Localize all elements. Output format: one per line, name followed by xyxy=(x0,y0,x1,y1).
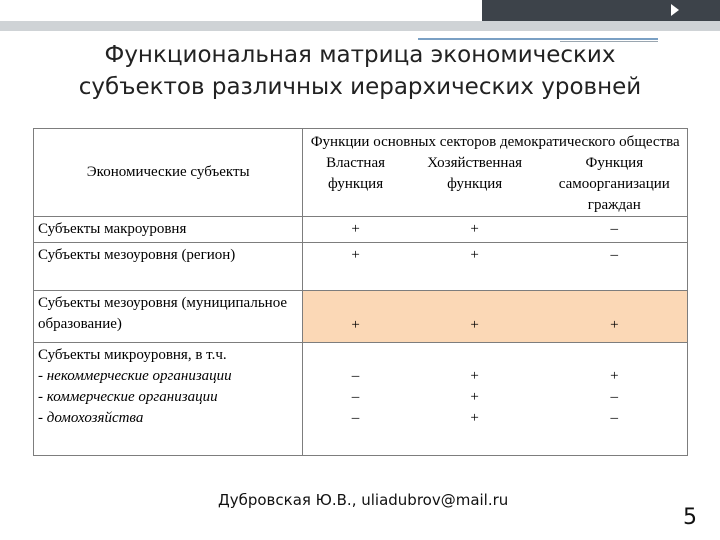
cell-macro-economic: + xyxy=(408,217,542,243)
header-col-economic: Хозяйственная функция xyxy=(408,153,542,217)
cell-macro-power: + xyxy=(303,217,408,243)
row-label-meso-region: Субъекты мезоуровня (регион) xyxy=(34,243,303,291)
page-number: 5 xyxy=(683,505,697,530)
row-label-meso-municipal: Субъекты мезоуровня (муниципальное образование) xyxy=(34,291,303,343)
cell-micro-selforg xyxy=(542,343,688,456)
micro-economic-2: + xyxy=(470,389,479,405)
micro-economic-1: + xyxy=(470,368,479,384)
title-line-1: Функциональная матрица экономических xyxy=(104,42,616,68)
header-col-power: Властная функция xyxy=(303,153,408,217)
micro-power-2: – xyxy=(351,389,360,405)
cell-micro-power xyxy=(303,343,408,456)
header-subjects: Экономические субъекты xyxy=(34,129,303,217)
cell-region-power: + xyxy=(303,243,408,291)
cell-micro-economic xyxy=(408,343,542,456)
slide-title xyxy=(20,39,700,103)
cell-region-selforg: – xyxy=(542,243,688,291)
top-decor-stripe xyxy=(0,21,720,31)
micro-subitem-nonprofit: - некоммерческие организации xyxy=(38,368,232,384)
micro-heading: Субъекты микроуровня, в т.ч. xyxy=(38,347,227,363)
row-label-macro: Субъекты макроуровня xyxy=(34,217,303,243)
micro-selforg-3: – xyxy=(610,410,619,426)
micro-power-1: – xyxy=(351,368,360,384)
micro-subitem-commercial: - коммерческие организации xyxy=(38,389,218,405)
header-col-selforg: Функция самоорганизации граждан xyxy=(542,153,688,217)
micro-economic-3: + xyxy=(470,410,479,426)
slide-marker-icon xyxy=(664,2,684,18)
header-functions-group: Функции основных секторов демократического общества xyxy=(303,129,688,154)
footer-author: Дубровская Ю.В., uliadubrov@mail.ru xyxy=(218,491,509,509)
row-label-micro xyxy=(34,343,303,456)
cell-municipal-selforg: + xyxy=(542,291,688,343)
micro-subitem-households: - домохозяйства xyxy=(38,410,144,426)
top-decor-bar xyxy=(482,0,720,21)
cell-region-economic: + xyxy=(408,243,542,291)
cell-municipal-power: + xyxy=(303,291,408,343)
title-line-2: субъектов различных иерархических уровней xyxy=(78,74,642,100)
cell-municipal-economic: + xyxy=(408,291,542,343)
micro-selforg-2: – xyxy=(610,389,619,405)
micro-power-3: – xyxy=(351,410,360,426)
micro-selforg-1: + xyxy=(610,368,619,384)
function-matrix-table xyxy=(33,128,688,456)
cell-macro-selforg: – xyxy=(542,217,688,243)
